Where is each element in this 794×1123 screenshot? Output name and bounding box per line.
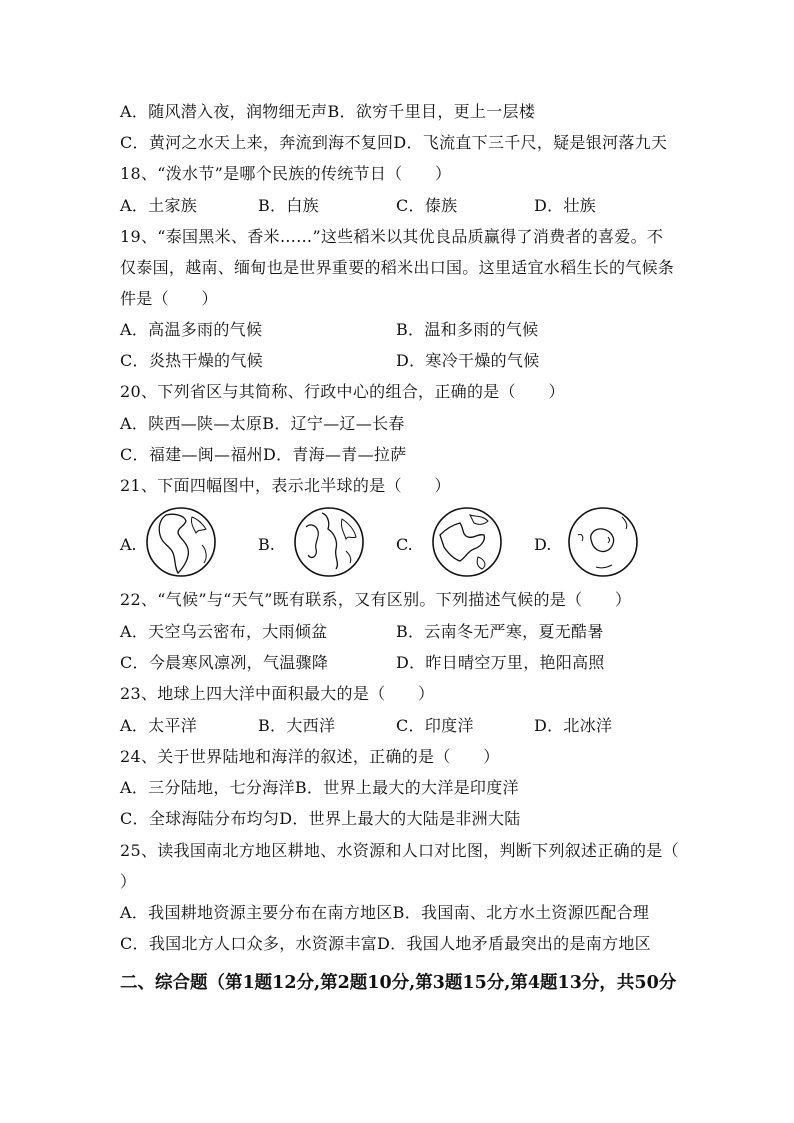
q21-stem: 21、下面四幅图中，表示北半球的是（ ） xyxy=(120,476,451,495)
q24-option-cd: C．全球海陆分布均匀D．世界上最大的大陆是非洲大陆 xyxy=(120,809,521,828)
q17-option-ab: A．随风潜入夜，润物细无声B．欲穷千里目，更上一层楼 xyxy=(120,102,536,121)
q22-option-a: A．天空乌云密布，大雨倾盆 xyxy=(120,622,328,641)
q20-option-ab: A．陕西—陕—太原B．辽宁—辽—长春 xyxy=(120,414,405,433)
q21-label-c: C. xyxy=(396,535,413,554)
q23-stem: 23、地球上四大洋中面积最大的是（ ） xyxy=(120,684,435,703)
q22-option-c: C．今晨寒风凛冽，气温骤降 xyxy=(120,653,329,672)
q18-option-d: D．壮族 xyxy=(534,196,597,215)
q19-option-b: B．温和多雨的气候 xyxy=(396,320,539,339)
q22-option-d: D．昨日晴空万里，艳阳高照 xyxy=(396,653,605,672)
q18-option-c: C．傣族 xyxy=(396,196,458,215)
q23-option-a: A．太平洋 xyxy=(120,716,198,735)
globe-image-d xyxy=(566,505,640,579)
q25-stem-line2: ） xyxy=(120,872,137,891)
q23-option-b: B．大西洋 xyxy=(258,716,336,735)
q21-globe-options xyxy=(120,505,640,585)
q25-option-ab: A．我国耕地资源主要分布在南方地区B．我国南、北方水土资源匹配合理 xyxy=(120,903,650,922)
q18-option-a: A．土家族 xyxy=(120,196,198,215)
q22-option-b: B．云南冬无严寒，夏无酷暑 xyxy=(396,622,604,641)
q24-stem: 24、关于世界陆地和海洋的叙述，正确的是（ ） xyxy=(120,747,500,766)
q20-option-cd: C．福建—闽—福州D．青海—青—拉萨 xyxy=(120,445,407,464)
globe-image-a xyxy=(144,505,218,579)
q19-option-d: D．寒冷干燥的气候 xyxy=(396,351,540,370)
q19-option-a: A．高温多雨的气候 xyxy=(120,320,263,339)
q23-option-d: D．北冰洋 xyxy=(534,716,613,735)
q19-option-c: C．炎热干燥的气候 xyxy=(120,351,263,370)
globe-image-c xyxy=(430,505,504,579)
globe-image-b xyxy=(292,505,366,579)
q17-option-cd: C．黄河之水天上来，奔流到海不复回D．飞流直下三千尺，疑是银河落九天 xyxy=(120,133,668,152)
q19-stem-line1: 19、“泰国黑米、香米……”这些稻米以其优良品质赢得了消费者的喜爱。不 xyxy=(120,227,664,246)
q22-stem: 22、“气候”与“天气”既有联系，又有区别。下列描述气候的是（ ） xyxy=(120,590,632,609)
q21-label-a: A. xyxy=(120,535,137,554)
q24-option-ab: A．三分陆地，七分海洋B．世界上最大的大洋是印度洋 xyxy=(120,778,519,797)
q21-label-d: D. xyxy=(534,535,552,554)
q25-option-cd: C．我国北方人口众多，水资源丰富D．我国人地矛盾最突出的是南方地区 xyxy=(120,934,651,953)
q20-stem: 20、下列省区与其简称、行政中心的组合，正确的是（ ） xyxy=(120,382,565,401)
q25-stem-line1: 25、读我国南北方地区耕地、水资源和人口对比图，判断下列叙述正确的是（ xyxy=(120,841,679,860)
q19-stem-line2: 仅泰国，越南、缅甸也是世界重要的稻米出口国。这里适宜水稻生长的气候条 xyxy=(120,258,675,277)
q23-option-c: C．印度洋 xyxy=(396,716,474,735)
q21-label-b: B. xyxy=(258,535,275,554)
section-heading-comprehensive: 二、综合题（第1题12分,第2题10分,第3题15分,第4题13分，共50分 xyxy=(120,973,677,993)
q18-option-b: B．白族 xyxy=(258,196,319,215)
q19-stem-line3: 件是（ ） xyxy=(120,289,218,308)
q18-stem: 18、“泼水节”是哪个民族的传统节日（ ） xyxy=(120,164,452,183)
